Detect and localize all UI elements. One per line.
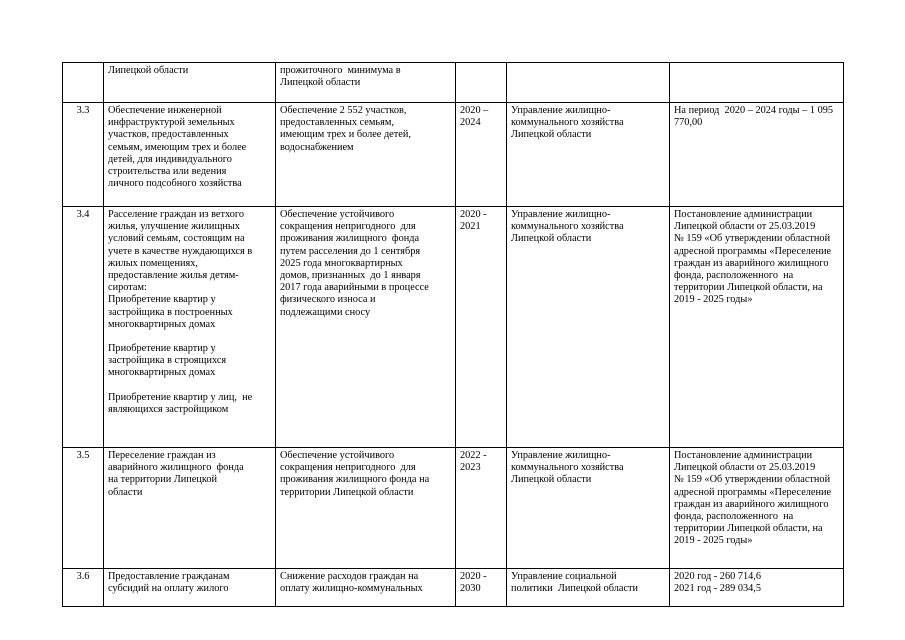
row-number-cell: 3.4 (63, 207, 104, 448)
cell-line: строительства или ведения (108, 166, 227, 178)
cell-line: сокращения непригодного для (280, 462, 416, 474)
cell-line: оплату жилищно-коммунальных (280, 583, 423, 595)
executor-cell (507, 448, 670, 569)
funding-cell (670, 63, 844, 103)
cell-line: 2021 (460, 221, 481, 233)
cell-line: условий семьям, состоящим на (108, 233, 245, 245)
cell-line: коммунального хозяйства (511, 221, 624, 233)
cell-line: прожиточного минимума в (280, 65, 401, 76)
cell-line: застройщика в построенных (108, 306, 233, 318)
cell-line: коммунального хозяйства (511, 462, 624, 474)
cell-line: 2019 - 2025 годы» (674, 294, 753, 306)
row-number-cell: 3.3 (63, 103, 104, 207)
cell-line: территории Липецкой области, на (674, 282, 823, 294)
cell-line: коммунального хозяйства (511, 117, 624, 129)
cell-line: участков, предоставленных (108, 129, 229, 141)
program-measures-table (62, 62, 844, 607)
cell-line: политики Липецкой области (511, 583, 639, 595)
cell-line: области (108, 486, 143, 498)
cell-line: Управление жилищно- (511, 209, 611, 220)
executor-cell (507, 63, 670, 103)
cell-line: семьям, имеющим трех и более (108, 141, 247, 153)
cell-line: Управление жилищно- (511, 450, 611, 461)
cell-line: Липецкой области (511, 233, 592, 245)
cell-line: 2020 год - 260 714,6 (674, 571, 761, 582)
cell-line: Постановление администрации (674, 450, 813, 461)
cell-line: жилья, улучшение жилищных (108, 221, 240, 233)
cell-line: граждан из аварийного жилищного (674, 257, 829, 269)
cell-line: Обеспечение 2 552 участков, (280, 105, 407, 116)
cell-line: детей, для индивидуального (108, 153, 232, 165)
cell-line: на территории Липецкой (108, 474, 218, 486)
cell-line: территории Липецкой области (280, 486, 414, 498)
funding-cell (670, 103, 844, 207)
period-cell (456, 448, 507, 569)
cell-line: 2020 - (460, 209, 487, 220)
cell-line: 2020 - (460, 571, 487, 582)
cell-line: 2022 - (460, 450, 487, 461)
period-cell (456, 63, 507, 103)
funding-cell (670, 569, 844, 607)
cell-line: Постановление администрации (674, 209, 813, 220)
cell-line: Приобретение квартир у (108, 343, 216, 355)
cell-line: Обеспечение инженерной (108, 105, 222, 116)
result-cell (276, 103, 456, 207)
table-row (63, 569, 844, 607)
cell-line: территории Липецкой области, на (674, 523, 823, 535)
activity-cell (104, 448, 276, 569)
period-cell (456, 569, 507, 607)
funding-cell (670, 207, 844, 448)
cell-line: фонда, расположенного на (674, 270, 794, 282)
executor-cell (507, 103, 670, 207)
activity-cell (104, 63, 276, 103)
cell-line: 770,00 (674, 117, 703, 129)
funding-cell (670, 448, 844, 569)
cell-line: Обеспечение устойчивого (280, 450, 395, 461)
result-cell (276, 448, 456, 569)
result-cell (276, 63, 456, 103)
cell-line: 2025 года многоквартирных (280, 257, 403, 269)
cell-line: личного подсобного хозяйства (108, 178, 242, 190)
cell-line: домов, признанных до 1 января (280, 270, 421, 282)
cell-line: Липецкой области (108, 65, 189, 76)
cell-line: На период 2020 – 2024 годы – 1 095 (674, 105, 834, 116)
cell-line: учете в качестве нуждающихся в (108, 245, 253, 257)
period-cell (456, 207, 507, 448)
paragraph-gap (108, 380, 272, 392)
cell-line: Липецкой области (511, 129, 592, 141)
result-cell (276, 207, 456, 448)
cell-line: № 159 «Об утверждении областной (674, 474, 831, 486)
table-body (63, 63, 844, 607)
cell-line: Липецкой области (280, 77, 361, 89)
cell-line: сиротам: (108, 282, 147, 294)
cell-line: Переселение граждан из (108, 450, 216, 461)
cell-line: Обеспечение устойчивого (280, 209, 395, 220)
cell-line: Снижение расходов граждан на (280, 571, 419, 582)
cell-line: сокращения непригодного для (280, 221, 416, 233)
cell-line: граждан из аварийного жилищного (674, 498, 829, 510)
cell-line: Липецкой области от 25.03.2019 (674, 221, 816, 233)
cell-line: адресной программы «Переселение (674, 245, 832, 257)
cell-line: предоставление жилья детям- (108, 270, 239, 282)
cell-line: Липецкой области (511, 474, 592, 486)
cell-line: 2019 - 2025 годы» (674, 535, 753, 547)
cell-line: проживания жилищного фонда (280, 233, 420, 245)
cell-line: путем расселения до 1 сентября (280, 245, 421, 257)
cell-line: 2017 года аварийными в процессе (280, 282, 429, 294)
cell-line: жилых помещениях, (108, 257, 198, 269)
cell-line: субсидий на оплату жилого (108, 583, 229, 595)
activity-cell (104, 103, 276, 207)
cell-line: подлежащими сносу (280, 306, 371, 318)
cell-line: Управление жилищно- (511, 105, 611, 116)
activity-cell (104, 207, 276, 448)
cell-line: 2020 – (460, 105, 489, 116)
cell-line: Приобретение квартир у (108, 294, 216, 306)
cell-line: аварийного жилищного фонда (108, 462, 244, 474)
cell-line: водоснабжением (280, 141, 354, 153)
cell-line: Приобретение квартир у лиц, не (108, 391, 253, 403)
row-number-cell (63, 63, 104, 103)
row-number-cell: 3.5 (63, 448, 104, 569)
executor-cell (507, 569, 670, 607)
cell-line: 2024 (460, 117, 481, 129)
row-number-cell: 3.6 (63, 569, 104, 607)
table-row (63, 63, 844, 103)
cell-line: № 159 «Об утверждении областной (674, 233, 831, 245)
activity-cell (104, 569, 276, 607)
cell-line: Управление социальной (511, 571, 617, 582)
result-cell (276, 569, 456, 607)
executor-cell (507, 207, 670, 448)
cell-line: фонда, расположенного на (674, 511, 794, 523)
cell-line: физического износа и (280, 294, 376, 306)
cell-line: 2030 (460, 583, 481, 595)
cell-line: имеющим трех и более детей, (280, 129, 411, 141)
cell-line: 2021 год - 289 034,5 (674, 583, 761, 595)
paragraph-gap (108, 331, 272, 343)
cell-line: адресной программы «Переселение (674, 486, 832, 498)
cell-line: предоставленных семьям, (280, 117, 394, 129)
cell-line: Расселение граждан из ветхого (108, 209, 245, 220)
period-cell (456, 103, 507, 207)
cell-line: инфраструктурой земельных (108, 117, 235, 129)
cell-line: застройщика в строящихся (108, 355, 227, 367)
cell-line: 2023 (460, 462, 481, 474)
cell-line: являющихся застройщиком (108, 403, 229, 415)
cell-line: Предоставление гражданам (108, 571, 230, 582)
table-row (63, 207, 844, 448)
cell-line: Липецкой области от 25.03.2019 (674, 462, 816, 474)
cell-line: многоквартирных домах (108, 318, 216, 330)
table-row (63, 448, 844, 569)
table-row (63, 103, 844, 207)
cell-line: многоквартирных домах (108, 367, 216, 379)
cell-line: проживания жилищного фонда на (280, 474, 430, 486)
